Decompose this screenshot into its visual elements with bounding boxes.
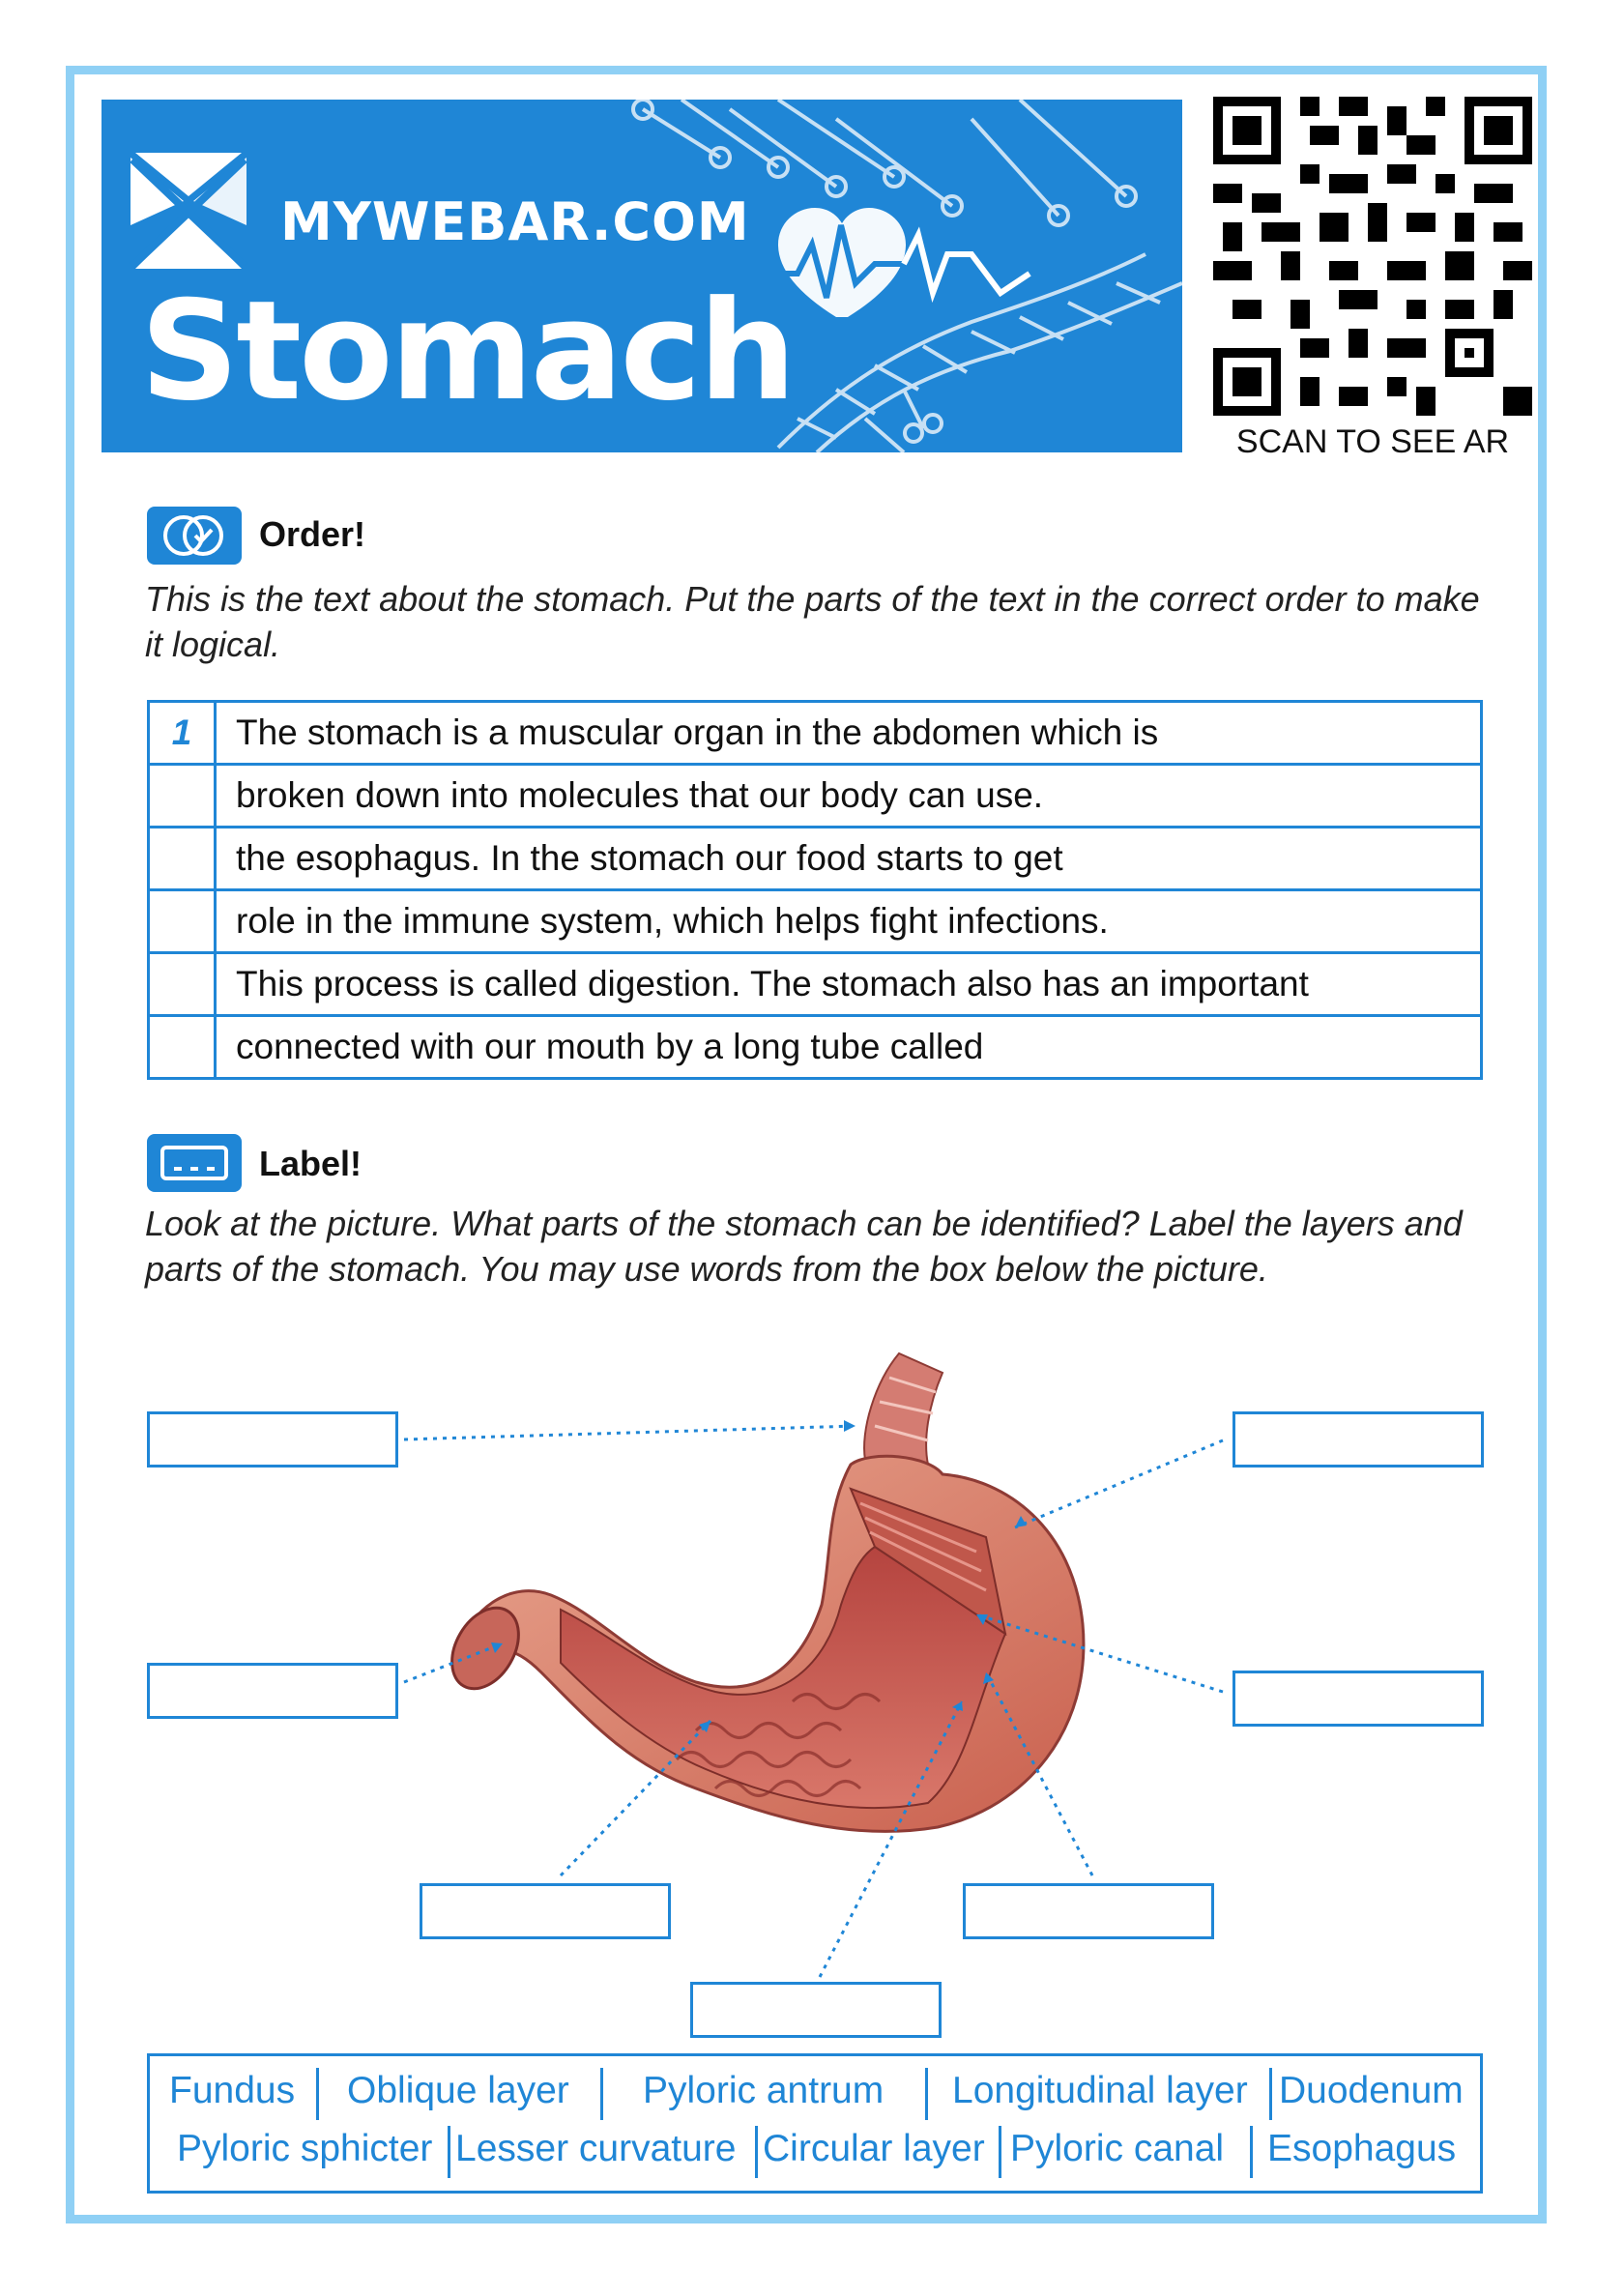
order-text-cell: connected with our mouth by a long tube called — [216, 1016, 1482, 1079]
label-icon — [147, 1134, 242, 1192]
table-row — [149, 953, 1482, 1016]
word-bank-item: Pyloric canal — [1010, 2128, 1225, 2169]
order-number-cell[interactable] — [149, 828, 216, 890]
table-row — [149, 890, 1482, 953]
order-section-title: Order! — [259, 514, 366, 554]
label-answer-box[interactable] — [1232, 1671, 1484, 1727]
word-bank-item: Longitudinal layer — [952, 2070, 1248, 2111]
word-bank — [147, 2053, 1483, 2194]
word-separator — [999, 2126, 1001, 2178]
order-number-cell[interactable]: 1 — [149, 702, 216, 765]
word-bank-item: Esophagus — [1267, 2128, 1457, 2169]
table-row — [149, 1016, 1482, 1079]
word-separator — [1250, 2126, 1253, 2178]
page-title: Stomach — [140, 272, 794, 431]
word-separator — [755, 2126, 758, 2178]
word-separator — [600, 2068, 603, 2120]
order-number-cell[interactable] — [149, 890, 216, 953]
word-bank-item: Duodenum — [1279, 2070, 1464, 2111]
word-separator — [1269, 2068, 1272, 2120]
order-number-cell[interactable] — [149, 1016, 216, 1079]
label-answer-box[interactable] — [1232, 1411, 1484, 1468]
word-separator — [316, 2068, 319, 2120]
qr-caption: SCAN TO SEE AR — [1235, 423, 1510, 460]
order-text-cell: This process is called digestion. The stomach also has an important — [216, 953, 1482, 1016]
order-number-cell[interactable] — [149, 765, 216, 828]
order-text-cell: The stomach is a muscular organ in the abdomen which is — [216, 702, 1482, 765]
word-bank-item: Pyloric sphicter — [177, 2128, 433, 2169]
order-text-cell: role in the immune system, which helps fight infections. — [216, 890, 1482, 953]
label-answer-box[interactable] — [690, 1982, 942, 2038]
word-bank-item: Fundus — [169, 2070, 296, 2111]
order-text-cell: broken down into molecules that our body can use. — [216, 765, 1482, 828]
brand-name[interactable]: MYWEBAR.COM — [280, 191, 750, 252]
qr-code[interactable] — [1213, 97, 1532, 416]
label-answer-box[interactable] — [963, 1883, 1214, 1939]
table-row — [149, 702, 1482, 765]
mywebar-logo-icon — [130, 153, 246, 269]
order-table — [147, 700, 1483, 1080]
label-answer-box[interactable] — [147, 1411, 398, 1468]
esophagus-shape — [864, 1353, 942, 1465]
word-bank-item: Lesser curvature — [455, 2128, 737, 2169]
order-instruction: This is the text about the stomach. Put the parts of the text in the correct order to make it logical. — [145, 579, 1480, 664]
order-number-cell[interactable] — [149, 953, 216, 1016]
label-answer-box[interactable] — [147, 1663, 398, 1719]
word-bank-item: Circular layer — [763, 2128, 985, 2169]
order-icon — [147, 507, 242, 565]
label-instruction: Look at the picture. What parts of the stomach can be identified? Label the layers and parts of the stomach. You may use words from the box below the picture. — [145, 1204, 1463, 1289]
word-separator — [925, 2068, 928, 2120]
table-row — [149, 828, 1482, 890]
word-bank-item: Pyloric antrum — [643, 2070, 884, 2111]
table-row — [149, 765, 1482, 828]
label-section-title: Label! — [259, 1144, 362, 1183]
label-answer-box[interactable] — [420, 1883, 671, 1939]
order-text-cell: the esophagus. In the stomach our food starts to get — [216, 828, 1482, 890]
word-separator — [448, 2126, 450, 2178]
word-bank-item: Oblique layer — [347, 2070, 569, 2111]
header-banner — [102, 100, 1182, 452]
